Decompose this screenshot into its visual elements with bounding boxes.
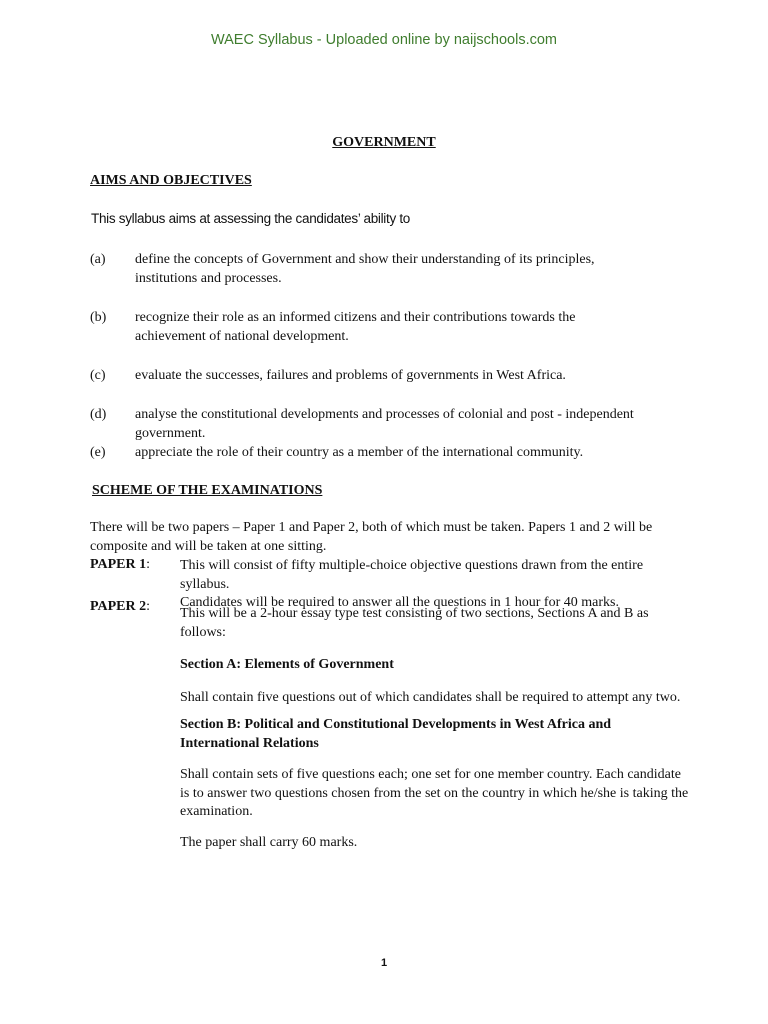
objective-line: appreciate the role of their country as a member of the international community.	[135, 445, 584, 460]
section-b-line: Shall contain sets of five questions each; one set for one member country. Each candidate	[180, 767, 681, 782]
section-b-line: is to answer two questions chosen from the set on the country in which he/she is taking the	[180, 785, 689, 801]
objective-text	[135, 309, 695, 346]
paper-1-line: This will consist of fifty multiple-choice objective questions drawn from the entire syllabus.	[180, 558, 644, 592]
aims-heading: AIMS AND OBJECTIVES	[90, 173, 252, 188]
section-b-heading	[180, 716, 611, 753]
objective-line: analyse the constitutional developments and processes of colonial and post - independent	[135, 407, 634, 422]
objective-label: (c)	[90, 368, 106, 383]
document-title: GOVERNMENT	[332, 135, 436, 150]
paper-2-description	[180, 605, 690, 642]
objective-line: define the concepts of Government and show their understanding of its principles,	[135, 252, 595, 267]
scheme-line: There will be two papers – Paper 1 and Paper 2, both of which must be taken. Papers 1 and 2 will be	[90, 520, 653, 535]
objective-item	[90, 251, 690, 289]
paper-2-label-text: PAPER 2	[90, 599, 147, 614]
objective-label: (e)	[90, 445, 106, 460]
objective-label: (d)	[90, 407, 107, 422]
paper-1-label	[90, 557, 150, 573]
page-number: 1	[380, 957, 388, 969]
section-b-line: examination.	[180, 804, 253, 819]
scheme-line: composite and will be taken at one sitting.	[90, 538, 327, 554]
paper-1-colon: :	[146, 557, 151, 572]
paper-1-line: Candidates will be required to answer all the questions in 1 hour for 40 marks.	[180, 595, 619, 610]
paper-2-label	[90, 599, 150, 615]
scheme-paragraph	[90, 519, 690, 556]
paper-2-line: This will be a 2-hour essay type test consisting of two sections, Sections A and B as	[180, 606, 649, 621]
aims-intro: This syllabus aims at assessing the candidates’ ability to	[91, 211, 411, 226]
objective-line: government.	[135, 425, 206, 441]
page-header: WAEC Syllabus - Uploaded online by naijschools.com	[210, 32, 558, 48]
objective-label: (a)	[90, 252, 106, 267]
objective-item	[90, 406, 690, 444]
objective-line: achievement of national development.	[135, 328, 349, 344]
scheme-heading: SCHEME OF THE EXAMINATIONS	[92, 483, 323, 498]
section-b-text	[180, 766, 688, 822]
objective-line: evaluate the successes, failures and problems of governments in West Africa.	[135, 368, 566, 383]
paper-2-line: follows:	[180, 624, 226, 640]
objective-item	[90, 367, 690, 386]
objective-text	[135, 406, 695, 443]
objective-line: recognize their role as an informed citizens and their contributions towards the	[135, 310, 576, 325]
paper-1-label-text: PAPER 1	[90, 557, 147, 572]
section-a-heading: Section A: Elements of Government	[180, 657, 394, 672]
paper-2-colon: :	[146, 599, 151, 614]
objective-label: (b)	[90, 310, 107, 325]
objective-line: institutions and processes.	[135, 270, 282, 286]
objective-text	[135, 251, 695, 288]
section-b-heading-line: International Relations	[180, 735, 319, 751]
objective-text	[135, 444, 695, 463]
paper-2-marks: The paper shall carry 60 marks.	[180, 835, 358, 850]
objective-text	[135, 367, 695, 386]
objective-item	[90, 444, 690, 463]
section-b-heading-line: Section B: Political and Constitutional Developments in West Africa and	[180, 717, 612, 732]
objective-item	[90, 309, 690, 347]
section-a-text: Shall contain five questions out of which candidates shall be required to attempt any two.	[180, 690, 681, 705]
